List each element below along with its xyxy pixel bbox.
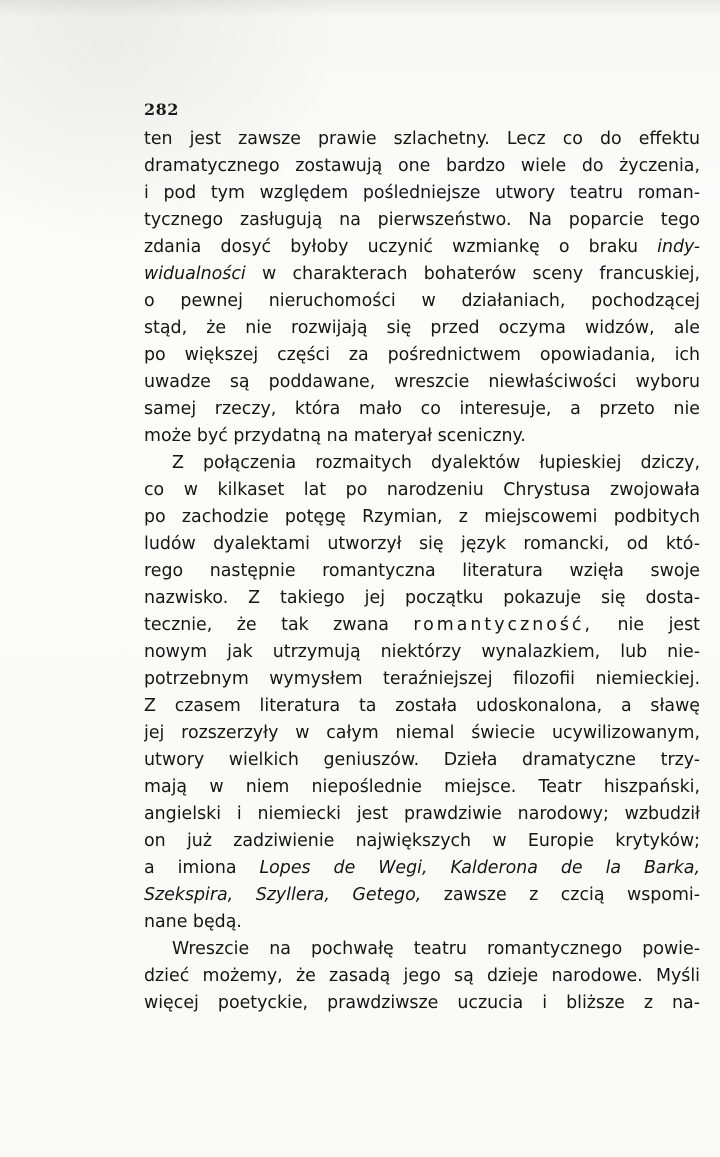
paragraph-start-line: Z połączenia rozmaitych dyalektów łupieskiej dziczy, bbox=[172, 453, 700, 473]
text-line: ten jest zawsze prawie szlachetny. Lecz co do effektu bbox=[144, 129, 700, 149]
text-line: nane będą. bbox=[144, 912, 242, 932]
text-run: w charakterach bohaterów sceny francuskiej, bbox=[245, 264, 700, 284]
italic-term: indy- bbox=[657, 237, 700, 257]
text-run: zawsze z czcią wspomi- bbox=[421, 885, 700, 905]
text-line: może być przydatną na materyał sceniczny. bbox=[144, 426, 526, 446]
text-line bbox=[144, 234, 700, 261]
text-line: uwadze są poddawane, wreszcie niewłaściwości wyboru bbox=[144, 372, 700, 392]
text-run: nie jest bbox=[593, 615, 700, 635]
text-line: utwory wielkich geniuszów. Dzieła dramatyczne trzy- bbox=[144, 750, 700, 770]
text-line: jej rozszerzyły w całym niemal świecie ucywilizowanym, bbox=[144, 723, 700, 743]
text-line: i pod tym względem pośledniejsze utwory teatru roman- bbox=[144, 183, 700, 203]
text-line: więcej poetyckie, prawdziwsze uczucia i bliższe z na- bbox=[144, 993, 700, 1013]
text-line: nowym jak utrzymują niektórzy wynalazkiem, lub nie- bbox=[144, 642, 700, 662]
italic-term: Lopes de Wegi, Kalderona de la Barka, bbox=[259, 858, 700, 878]
text-run: a imiona bbox=[144, 858, 260, 878]
text-line: mają w niem niepoślednie miejsce. Teatr hiszpański, bbox=[144, 777, 700, 797]
text-line: potrzebnym wymysłem teraźniejszej filozofii niemieckiej. bbox=[144, 669, 700, 689]
text-line bbox=[144, 855, 700, 882]
text-line: nazwisko. Z takiego jej początku pokazuje się dosta- bbox=[144, 588, 700, 608]
text-run: tecznie, że tak zwana bbox=[144, 615, 414, 635]
text-line bbox=[144, 882, 700, 909]
page-edge-shadow bbox=[0, 0, 720, 18]
page-number: 282 bbox=[144, 100, 179, 119]
text-line: ludów dyalektami utworzył się język romancki, od któ- bbox=[144, 534, 700, 554]
text-run: zdania dosyć byłoby uczynić wzmiankę o braku bbox=[144, 237, 658, 257]
text-line: dramatycznego zostawują one bardzo wiele do życzenia, bbox=[144, 156, 700, 176]
text-line: co w kilkaset lat po narodzeniu Chrystusa zwojowała bbox=[144, 480, 700, 500]
italic-term: widualności bbox=[144, 264, 246, 284]
text-line: dzieć możemy, że zasadą jego są dzieje narodowe. Myśli bbox=[144, 966, 700, 986]
text-line: rego następnie romantyczna literatura wzięła swoje bbox=[144, 561, 700, 581]
text-line: po zachodzie potęgę Rzymian, z miejscowemi podbitych bbox=[144, 507, 700, 527]
text-line bbox=[144, 612, 700, 639]
text-line: angielski i niemiecki jest prawdziwie narodowy; wzbudził bbox=[144, 804, 700, 824]
text-line: tycznego zasługują na pierwszeństwo. Na poparcie tego bbox=[144, 210, 700, 230]
text-line: on już zadziwienie największych w Europie krytyków; bbox=[144, 831, 700, 851]
spaced-term: romantyczność, bbox=[413, 615, 594, 635]
body-text bbox=[144, 126, 700, 1017]
italic-term: Szekspira, Szyllera, Getego, bbox=[144, 885, 422, 905]
text-line bbox=[144, 261, 700, 288]
text-line: Z czasem literatura ta została udoskonalona, a sławę bbox=[144, 696, 700, 716]
paragraph-start-line: Wreszcie na pochwałę teatru romantycznego powie- bbox=[172, 939, 700, 959]
text-line: stąd, że nie rozwijają się przed oczyma widzów, ale bbox=[144, 318, 700, 338]
text-line: po większej części za pośrednictwem opowiadania, ich bbox=[144, 345, 700, 365]
text-line: o pewnej nieruchomości w działaniach, pochodzącej bbox=[144, 291, 700, 311]
text-line: samej rzeczy, która mało co interesuje, a przeto nie bbox=[144, 399, 700, 419]
